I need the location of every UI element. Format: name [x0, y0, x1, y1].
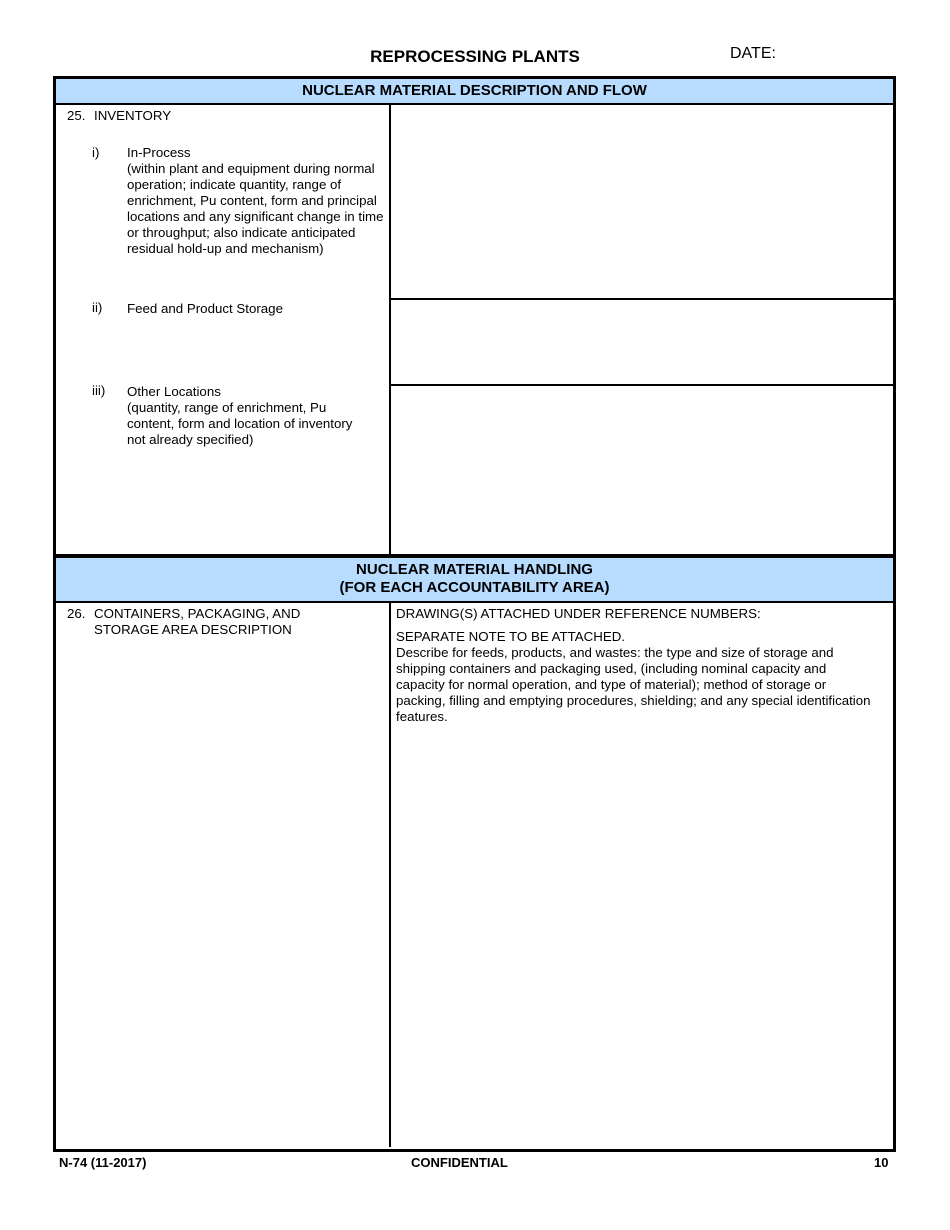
drawings-attached-label: DRAWING(S) ATTACHED UNDER REFERENCE NUMBERS: [396, 606, 761, 621]
form-id: N-74 (11-2017) [59, 1155, 147, 1170]
instructions-text: Describe for feeds, products, and wastes: the type and size of storage and shipping containers and packaging used, (including nominal capacity and capacity for normal operation, and type of material); method of storage or packing, filling and emptying procedures, shielding; and any special identification features. [396, 645, 871, 724]
subitem-description: (within plant and equipment during normal operation; indicate quantity, range of enrichment, Pu content, form and principal locations and any significant change in time or throughput; also indicate anticipated residual hold-up and mechanism) [127, 161, 384, 256]
subitem-description: (quantity, range of enrichment, Pu content, form and location of inventory not already specified) [127, 400, 353, 447]
subitem-label-other-locations: Other Locations [127, 384, 221, 399]
item-number-25: 25. [67, 108, 86, 123]
subitem-label-in-process: In-Process [127, 145, 191, 160]
subitem-number: ii) [92, 300, 103, 315]
other-locations-field[interactable] [391, 386, 893, 554]
page-number: 10 [874, 1155, 889, 1170]
separate-note-label: SEPARATE NOTE TO BE ATTACHED. [396, 629, 626, 644]
page-title: REPROCESSING PLANTS [370, 47, 580, 66]
section-header-material-handling [56, 558, 893, 601]
item-label-inventory: INVENTORY [94, 108, 172, 123]
section-subtitle: (FOR EACH ACCOUNTABILITY AREA) [339, 579, 610, 596]
in-process-field[interactable] [391, 105, 893, 298]
date-label: DATE: [730, 45, 776, 62]
item-label-storage-area: STORAGE AREA DESCRIPTION [94, 622, 292, 637]
feed-product-storage-field[interactable] [391, 300, 893, 384]
section-title: NUCLEAR MATERIAL HANDLING [356, 561, 593, 578]
section-header-material-flow [56, 79, 893, 103]
subitem-number: iii) [92, 383, 106, 398]
subitem-label-feed-storage: Feed and Product Storage [127, 301, 283, 316]
item-number-26: 26. [67, 606, 86, 621]
section-title: NUCLEAR MATERIAL DESCRIPTION AND FLOW [302, 82, 647, 99]
subitem-number: i) [92, 145, 100, 160]
classification-label: CONFIDENTIAL [411, 1155, 508, 1170]
item-label-containers: CONTAINERS, PACKAGING, AND [94, 606, 301, 621]
